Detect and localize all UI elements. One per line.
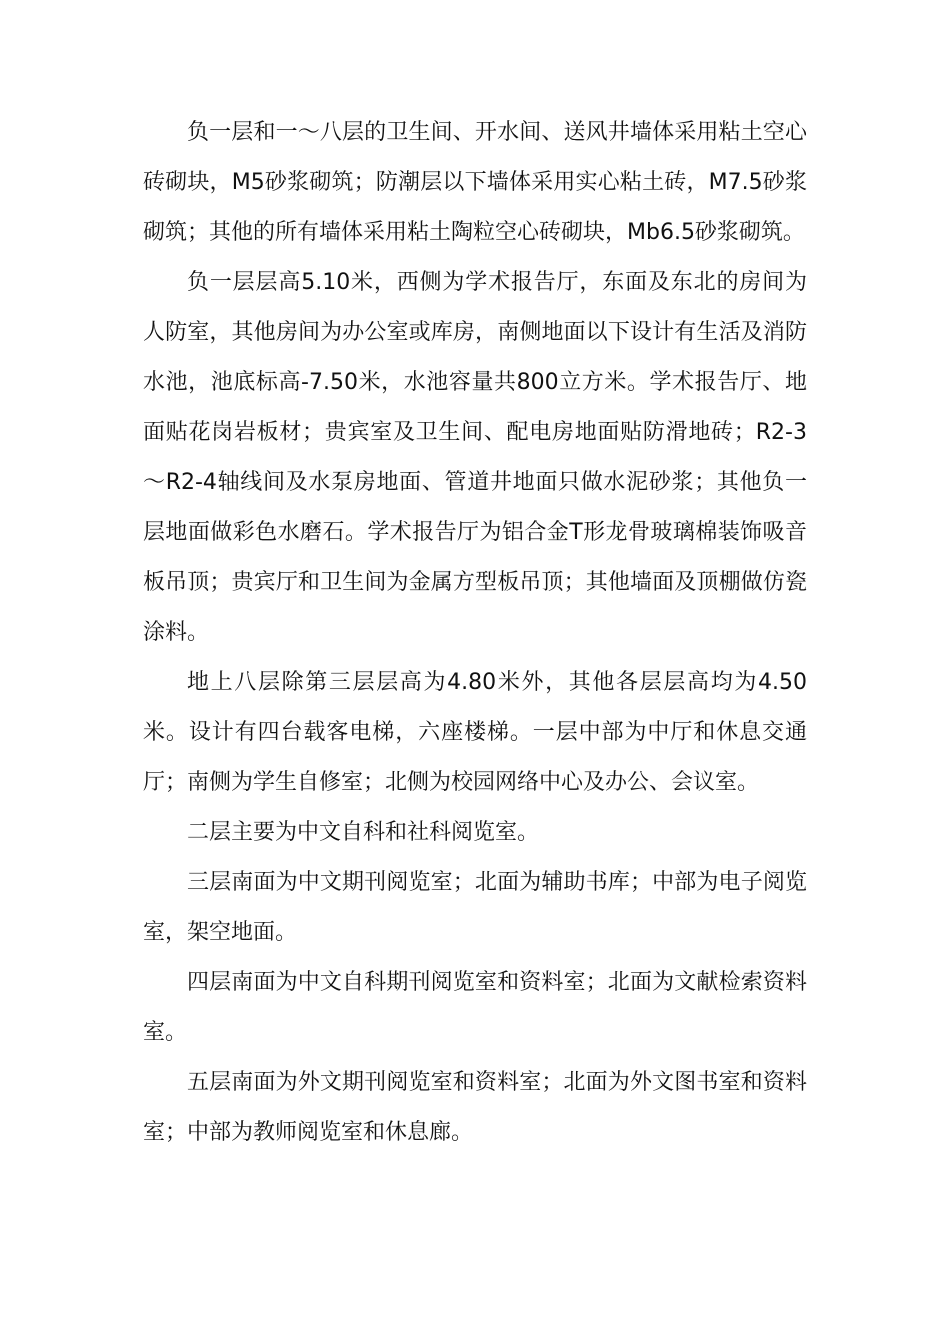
paragraph-floor-4: 四层南面为中文自科期刊阅览室和资料室；北面为文献检索资料室。 bbox=[143, 970, 807, 1045]
paragraph-basement: 负一层层高5.10米，西侧为学术报告厅，东面及东北的房间为人防室，其他房间为办公室或库房，南侧地面以下设计有生活及消防水池，池底标高-7.50米，水池容量共800立方米。学术报告厅、地面贴花岗岩板材；贵宾室及卫生间、配电房地面贴防滑地砖；R2-3～R2-4轴线间及水泵房地面、管道井地面只做水泥砂浆；其他负一层地面做彩色水磨石。学术报告厅为铝合金T形龙骨玻璃棉装饰吸音板吊顶；贵宾厅和卫生间为金属方型板吊顶；其他墙面及顶棚做仿瓷涂料。 bbox=[143, 270, 807, 645]
document-body bbox=[143, 108, 807, 1158]
paragraph-floor-2: 二层主要为中文自科和社科阅览室。 bbox=[187, 820, 540, 845]
paragraph-floor-5: 五层南面为外文期刊阅览室和资料室；北面为外文图书室和资料室；中部为教师阅览室和休息廊。 bbox=[143, 1070, 807, 1145]
paragraph-above-ground: 地上八层除第三层层高为4.80米外，其他各层层高均为4.50米。设计有四台载客电梯，六座楼梯。一层中部为中厅和休息交通厅；南侧为学生自修室；北侧为校园网络中心及办公、会议室。 bbox=[143, 670, 807, 795]
paragraph-floor-3: 三层南面为中文期刊阅览室；北面为辅助书库；中部为电子阅览室，架空地面。 bbox=[143, 870, 807, 945]
paragraph-wall-materials: 负一层和一～八层的卫生间、开水间、送风井墙体采用粘土空心砖砌块，M5砂浆砌筑；防潮层以下墙体采用实心粘土砖，M7.5砂浆砌筑；其他的所有墙体采用粘土陶粒空心砖砌块，Mb6.5砂浆砌筑。 bbox=[143, 120, 807, 245]
